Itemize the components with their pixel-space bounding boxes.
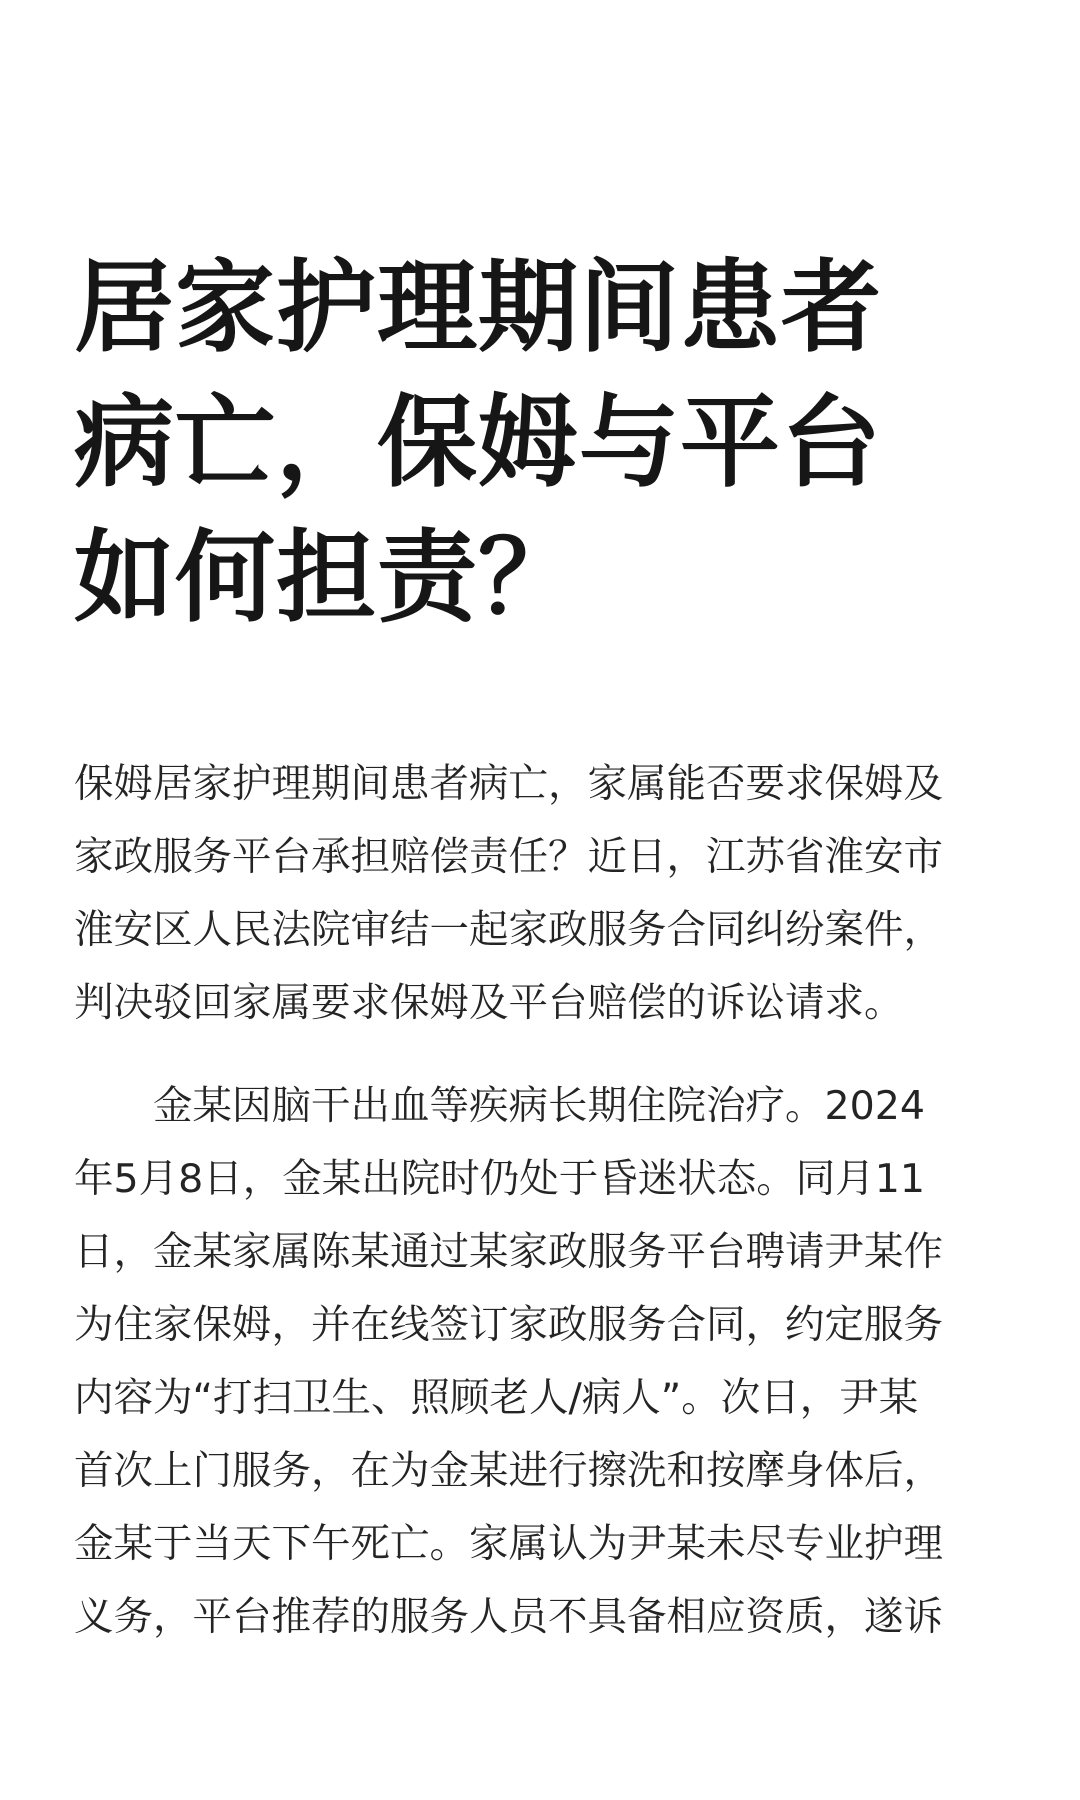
lead-paragraph	[74, 748, 1014, 1040]
title-line: 居家护理期间患者	[74, 249, 882, 366]
paragraph-line: 首次上门服务，在为金某进行擦洗和按摩身体后，	[74, 1448, 943, 1494]
paragraph-line: 判决驳回家属要求保姆及平台赔偿的诉讼请求。	[74, 980, 904, 1026]
paragraph-line: 义务，平台推荐的服务人员不具备相应资质，遂诉	[74, 1594, 943, 1640]
title-line: 如何担责？	[74, 519, 579, 636]
article	[74, 240, 1014, 1654]
article-title	[74, 240, 1014, 645]
paragraph-line: 家政服务平台承担赔偿责任？近日，江苏省淮安市	[74, 834, 943, 880]
case-paragraph	[74, 1070, 1014, 1654]
paragraph-line: 金某因脑干出血等疾病长期住院治疗。2024	[74, 1083, 926, 1129]
paragraph-line: 内容为“打扫卫生、照顾老人/病人”。次日，尹某	[74, 1375, 919, 1421]
paragraph-line: 淮安区人民法院审结一起家政服务合同纠纷案件，	[74, 907, 943, 953]
paragraph-line: 年5月8日，金某出院时仍处于昏迷状态。同月11	[74, 1156, 926, 1202]
paragraph-line: 日，金某家属陈某通过某家政服务平台聘请尹某作	[74, 1229, 943, 1275]
paragraph-line: 金某于当天下午死亡。家属认为尹某未尽专业护理	[74, 1521, 943, 1567]
paragraph-line: 为住家保姆，并在线签订家政服务合同，约定服务	[74, 1302, 943, 1348]
title-line: 病亡，保姆与平台	[74, 384, 882, 501]
paragraph-line: 保姆居家护理期间患者病亡，家属能否要求保姆及	[74, 761, 943, 807]
